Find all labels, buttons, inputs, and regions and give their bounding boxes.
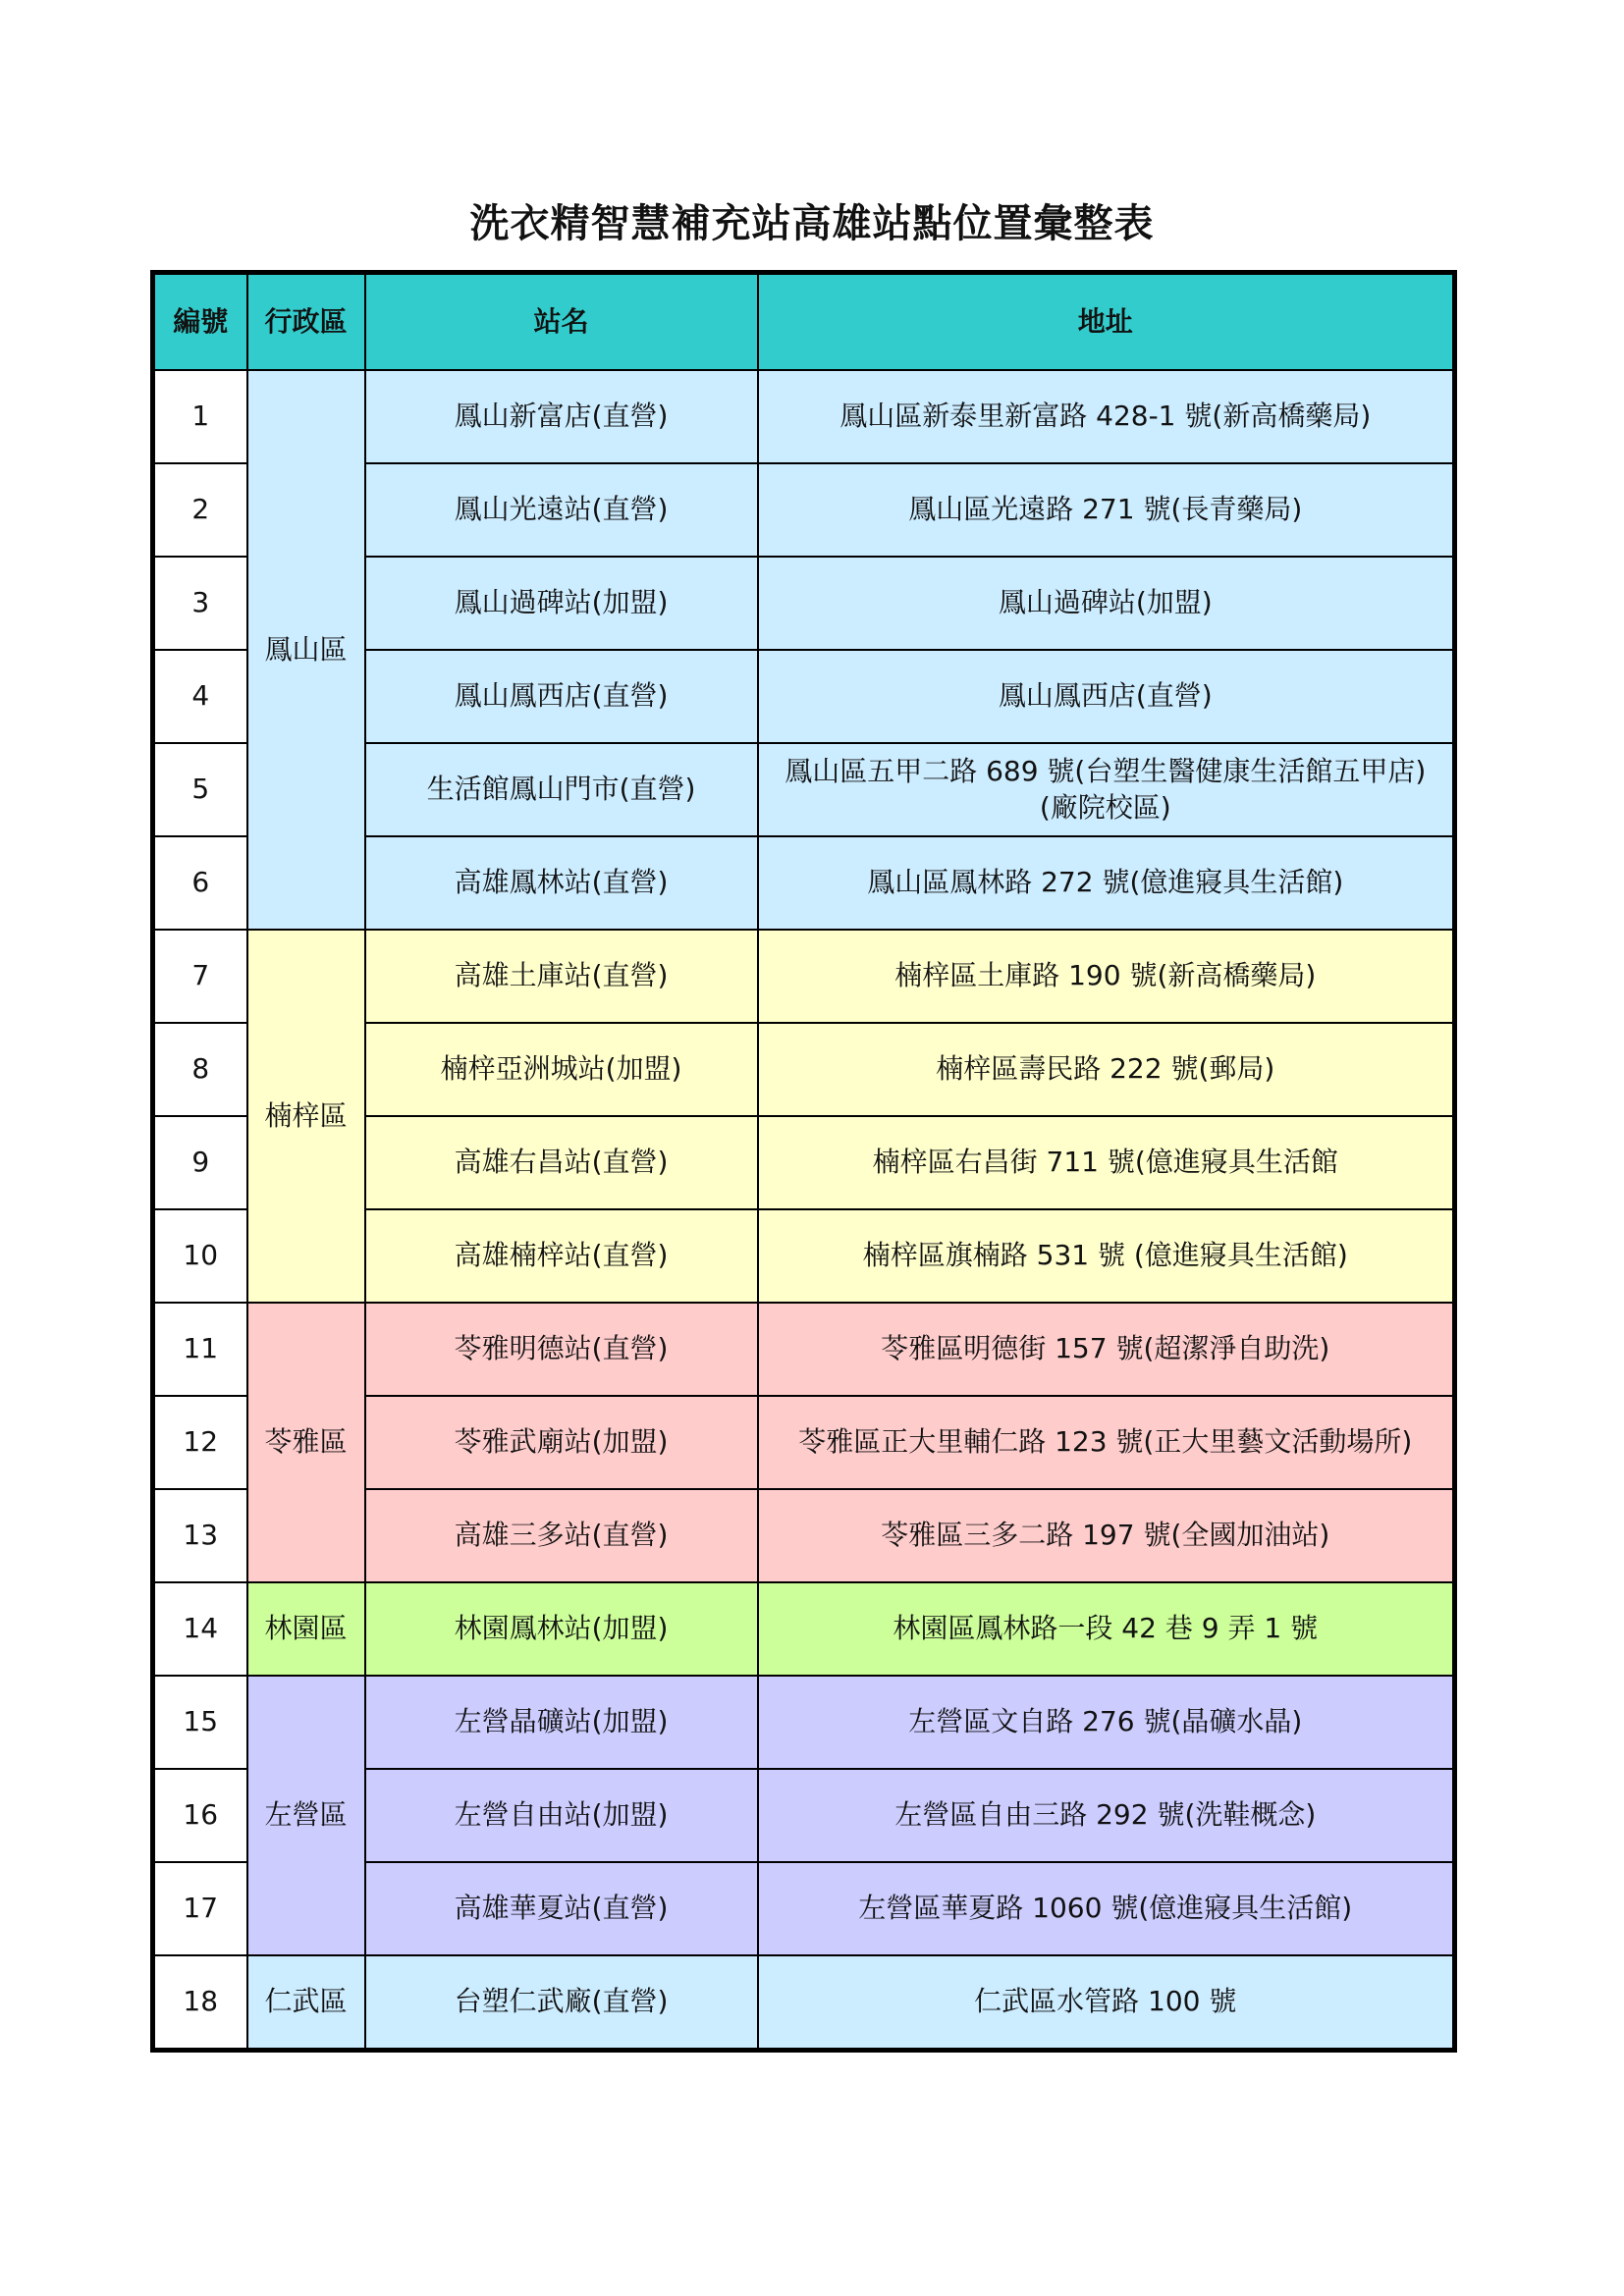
station-table (150, 270, 1457, 2053)
header-station: 站名 (365, 273, 758, 371)
row-number: 15 (153, 1676, 247, 1769)
station-name: 鳳山新富店(直營) (365, 370, 758, 463)
station-address: 鳳山過碑站(加盟) (758, 557, 1455, 650)
row-number: 3 (153, 557, 247, 650)
station-address: 楠梓區土庫路 190 號(新高橋藥局) (758, 930, 1455, 1023)
row-number: 17 (153, 1862, 247, 1955)
header-row (153, 273, 1455, 371)
station-name: 鳳山光遠站(直營) (365, 463, 758, 557)
row-number: 14 (153, 1582, 247, 1676)
header-number: 編號 (153, 273, 247, 371)
district-cell: 左營區 (247, 1676, 365, 1955)
row-number: 1 (153, 370, 247, 463)
station-address: 鳳山區五甲二路 689 號(台塑生醫健康生活館五甲店)(廠院校區) (758, 743, 1455, 836)
station-name: 左營晶礦站(加盟) (365, 1676, 758, 1769)
table-row (153, 1303, 1455, 1396)
station-name: 高雄三多站(直營) (365, 1489, 758, 1582)
station-address: 苓雅區三多二路 197 號(全國加油站) (758, 1489, 1455, 1582)
station-address: 楠梓區旗楠路 531 號 (億進寢具生活館) (758, 1209, 1455, 1303)
station-address: 鳳山鳳西店(直營) (758, 650, 1455, 743)
station-name: 林園鳳林站(加盟) (365, 1582, 758, 1676)
row-number: 2 (153, 463, 247, 557)
table-row (153, 930, 1455, 1023)
district-cell: 林園區 (247, 1582, 365, 1676)
row-number: 16 (153, 1769, 247, 1862)
station-name: 高雄右昌站(直營) (365, 1116, 758, 1209)
station-address: 仁武區水管路 100 號 (758, 1955, 1455, 2051)
station-name: 高雄華夏站(直營) (365, 1862, 758, 1955)
station-name: 高雄土庫站(直營) (365, 930, 758, 1023)
station-name: 鳳山過碑站(加盟) (365, 557, 758, 650)
row-number: 8 (153, 1023, 247, 1116)
station-address: 林園區鳳林路一段 42 巷 9 弄 1 號 (758, 1582, 1455, 1676)
station-address: 苓雅區明德街 157 號(超潔淨自助洗) (758, 1303, 1455, 1396)
table-row (153, 1955, 1455, 2051)
station-address: 鳳山區新泰里新富路 428-1 號(新高橋藥局) (758, 370, 1455, 463)
header-district: 行政區 (247, 273, 365, 371)
row-number: 10 (153, 1209, 247, 1303)
row-number: 12 (153, 1396, 247, 1489)
district-cell: 苓雅區 (247, 1303, 365, 1582)
district-cell: 仁武區 (247, 1955, 365, 2051)
station-address: 苓雅區正大里輔仁路 123 號(正大里藝文活動場所) (758, 1396, 1455, 1489)
station-name: 高雄鳳林站(直營) (365, 836, 758, 930)
table-row (153, 1676, 1455, 1769)
station-name: 左營自由站(加盟) (365, 1769, 758, 1862)
table-row (153, 1582, 1455, 1676)
row-number: 4 (153, 650, 247, 743)
row-number: 11 (153, 1303, 247, 1396)
row-number: 13 (153, 1489, 247, 1582)
row-number: 7 (153, 930, 247, 1023)
station-name: 鳳山鳳西店(直營) (365, 650, 758, 743)
station-address: 鳳山區光遠路 271 號(長青藥局) (758, 463, 1455, 557)
station-name: 生活館鳳山門市(直營) (365, 743, 758, 836)
station-address: 左營區文自路 276 號(晶礦水晶) (758, 1676, 1455, 1769)
row-number: 6 (153, 836, 247, 930)
station-name: 楠梓亞洲城站(加盟) (365, 1023, 758, 1116)
station-address: 鳳山區鳳林路 272 號(億進寢具生活館) (758, 836, 1455, 930)
row-number: 5 (153, 743, 247, 836)
station-name: 苓雅武廟站(加盟) (365, 1396, 758, 1489)
district-cell: 楠梓區 (247, 930, 365, 1303)
station-address: 楠梓區右昌街 711 號(億進寢具生活館 (758, 1116, 1455, 1209)
header-address: 地址 (758, 273, 1455, 371)
row-number: 9 (153, 1116, 247, 1209)
district-cell: 鳳山區 (247, 370, 365, 930)
station-name: 苓雅明德站(直營) (365, 1303, 758, 1396)
station-name: 高雄楠梓站(直營) (365, 1209, 758, 1303)
station-address: 左營區華夏路 1060 號(億進寢具生活館) (758, 1862, 1455, 1955)
station-address: 楠梓區壽民路 222 號(郵局) (758, 1023, 1455, 1116)
station-address: 左營區自由三路 292 號(洗鞋概念) (758, 1769, 1455, 1862)
station-name: 台塑仁武廠(直營) (365, 1955, 758, 2051)
table-row (153, 370, 1455, 463)
page-title: 洗衣精智慧補充站高雄站點位置彙整表 (469, 201, 1155, 246)
row-number: 18 (153, 1955, 247, 2051)
table-body (153, 370, 1455, 2051)
